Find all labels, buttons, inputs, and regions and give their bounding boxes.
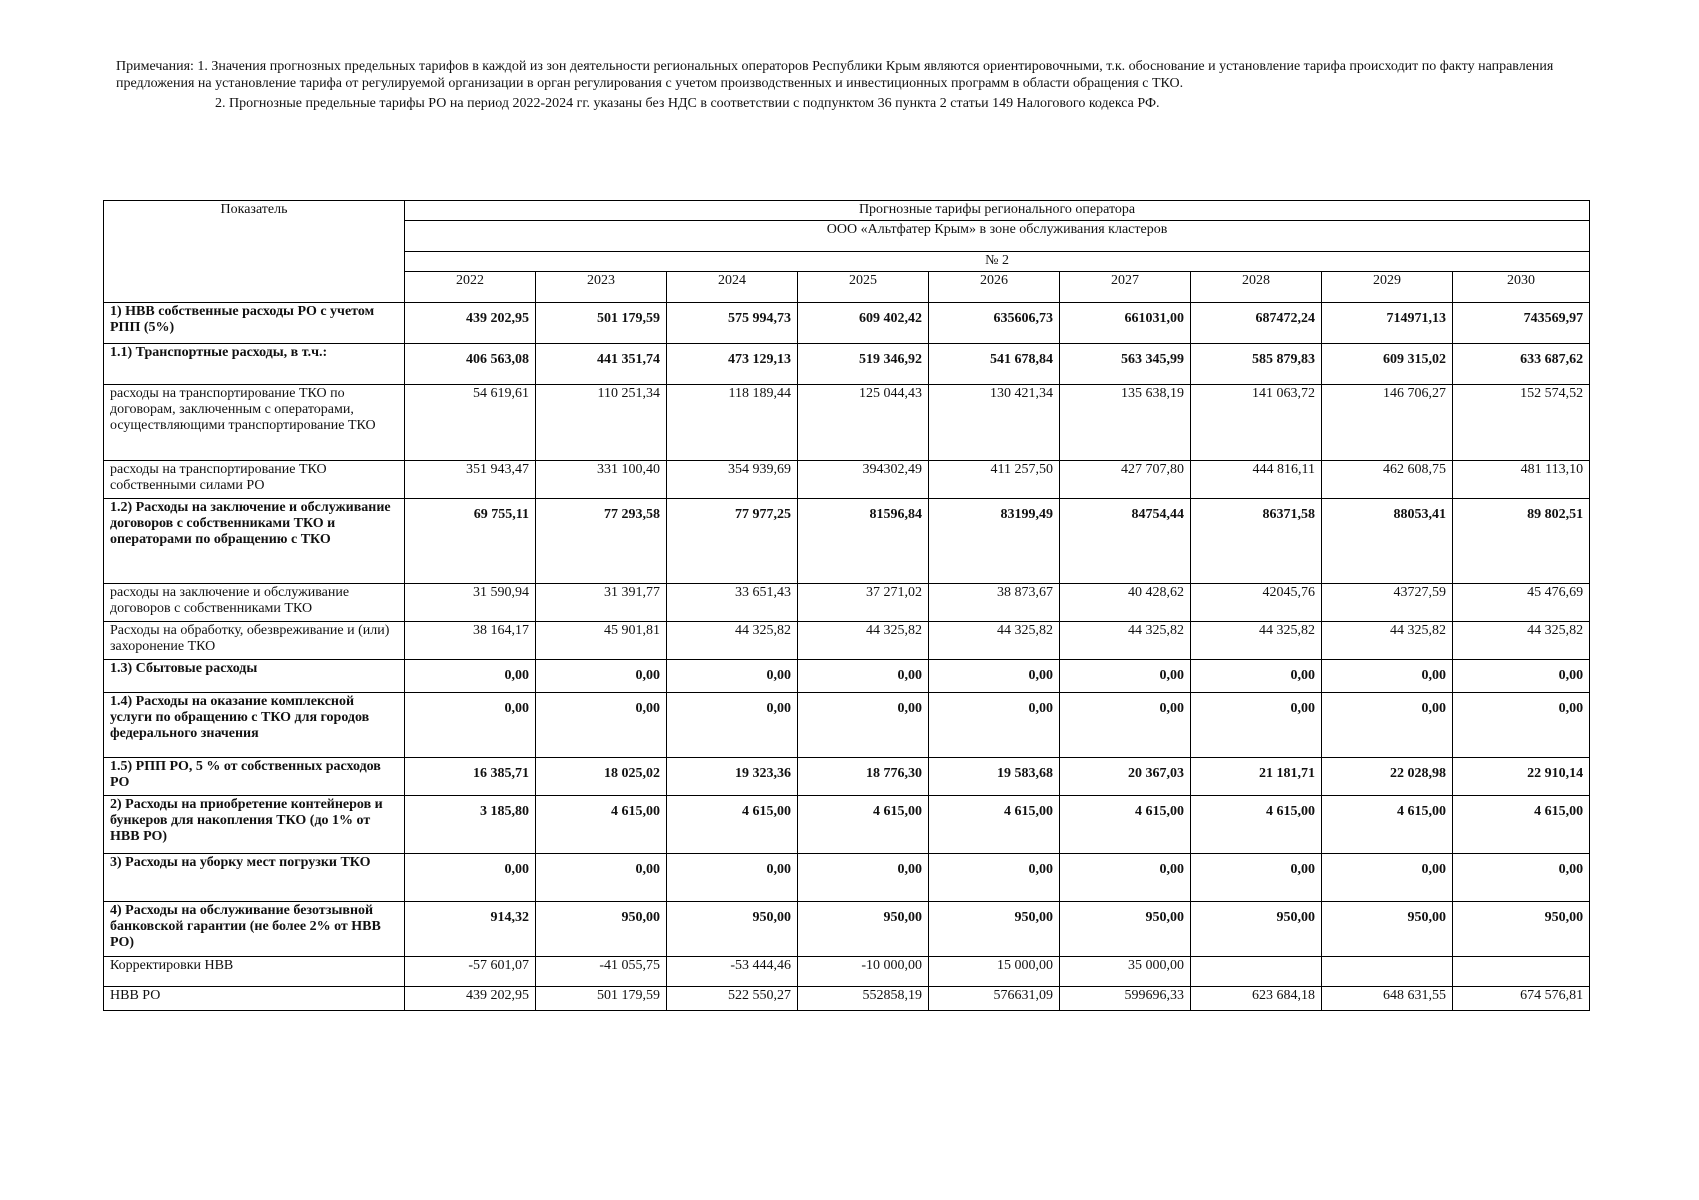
value-cell: 33 651,43 (667, 584, 798, 622)
value-cell: 331 100,40 (536, 461, 667, 499)
value-cell: 20 367,03 (1060, 758, 1191, 796)
value-cell: 3 185,80 (405, 796, 536, 854)
row-label: 1.1) Транспортные расходы, в т.ч.: (104, 344, 405, 385)
header-year: 2023 (536, 272, 667, 303)
value-cell: 648 631,55 (1322, 987, 1453, 1011)
value-cell: 38 873,67 (929, 584, 1060, 622)
value-cell: 44 325,82 (1322, 622, 1453, 660)
header-year: 2029 (1322, 272, 1453, 303)
value-cell: 19 583,68 (929, 758, 1060, 796)
value-cell: 4 615,00 (798, 796, 929, 854)
note-2: 2. Прогнозные предельные тарифы РО на период 2022-2024 гг. указаны без НДС в соответствии с подпунктом 36 пункта 2 статьи 149 Налогового кодекса РФ. (215, 96, 1160, 111)
header-group-title: Прогнозные тарифы регионального оператора (405, 201, 1590, 221)
value-cell: 0,00 (405, 660, 536, 693)
tariff-table (103, 200, 1590, 1011)
value-cell: 687472,24 (1191, 303, 1322, 344)
value-cell: 40 428,62 (1060, 584, 1191, 622)
value-cell: 950,00 (929, 902, 1060, 957)
value-cell: 661031,00 (1060, 303, 1191, 344)
notes (116, 58, 1586, 112)
value-cell: 21 181,71 (1191, 758, 1322, 796)
table-body (104, 201, 1590, 1011)
value-cell: 585 879,83 (1191, 344, 1322, 385)
value-cell: 950,00 (536, 902, 667, 957)
value-cell: 44 325,82 (1191, 622, 1322, 660)
value-cell: 0,00 (798, 693, 929, 758)
value-cell: 130 421,34 (929, 385, 1060, 461)
header-year: 2027 (1060, 272, 1191, 303)
value-cell: 77 977,25 (667, 499, 798, 584)
value-cell: 439 202,95 (405, 987, 536, 1011)
value-cell: 54 619,61 (405, 385, 536, 461)
value-cell: 501 179,59 (536, 303, 667, 344)
value-cell: 0,00 (929, 693, 1060, 758)
header-year: 2028 (1191, 272, 1322, 303)
value-cell: 152 574,52 (1453, 385, 1590, 461)
value-cell: 394302,49 (798, 461, 929, 499)
header-year: 2024 (667, 272, 798, 303)
row-label: 1) НВВ собственные расходы РО с учетом РПП (5%) (104, 303, 405, 344)
table-row (104, 344, 1590, 385)
value-cell: 950,00 (1453, 902, 1590, 957)
value-cell: 522 550,27 (667, 987, 798, 1011)
table-row (104, 622, 1590, 660)
value-cell: 0,00 (667, 693, 798, 758)
value-cell: 4 615,00 (1060, 796, 1191, 854)
note-1: Примечания: 1. Значения прогнозных предельных тарифов в каждой из зон деятельности региональных операторов Республики Крым являются ориентировочными, т.к. обоснование и установление тарифа происходит по факту направления предложения на установление тарифа от регулируемой организации в орган регулирования с учетом производственных и инвестиционных программ в области обращения с ТКО. (116, 59, 1554, 91)
value-cell: 914,32 (405, 902, 536, 957)
value-cell: 599696,33 (1060, 987, 1191, 1011)
value-cell: 354 939,69 (667, 461, 798, 499)
value-cell: 0,00 (1453, 660, 1590, 693)
table-row (104, 796, 1590, 854)
value-cell: 81596,84 (798, 499, 929, 584)
row-label: 2) Расходы на приобретение контейнеров и бункеров для накопления ТКО (до 1% от НВВ РО) (104, 796, 405, 854)
value-cell: 43727,59 (1322, 584, 1453, 622)
value-cell: 563 345,99 (1060, 344, 1191, 385)
value-cell: 4 615,00 (667, 796, 798, 854)
row-label: Расходы на обработку, обезвреживание и (или) захоронение ТКО (104, 622, 405, 660)
value-cell: 18 025,02 (536, 758, 667, 796)
value-cell: 44 325,82 (929, 622, 1060, 660)
value-cell: 0,00 (1322, 660, 1453, 693)
value-cell: 411 257,50 (929, 461, 1060, 499)
value-cell: 0,00 (536, 693, 667, 758)
value-cell: 125 044,43 (798, 385, 929, 461)
value-cell: 0,00 (929, 854, 1060, 902)
value-cell: 0,00 (405, 854, 536, 902)
header-operator: ООО «Альтфатер Крым» в зоне обслуживания кластеров (405, 221, 1590, 252)
table-row (104, 987, 1590, 1011)
value-cell: 481 113,10 (1453, 461, 1590, 499)
value-cell: 4 615,00 (929, 796, 1060, 854)
value-cell: 950,00 (1191, 902, 1322, 957)
header-row-1 (104, 201, 1590, 221)
value-cell: 714971,13 (1322, 303, 1453, 344)
header-cluster: № 2 (405, 252, 1590, 272)
table-row (104, 385, 1590, 461)
value-cell: 0,00 (1191, 660, 1322, 693)
value-cell: 633 687,62 (1453, 344, 1590, 385)
value-cell: 88053,41 (1322, 499, 1453, 584)
value-cell: 37 271,02 (798, 584, 929, 622)
value-cell: 0,00 (1453, 854, 1590, 902)
value-cell (1453, 957, 1590, 987)
table-row (104, 660, 1590, 693)
value-cell: 462 608,75 (1322, 461, 1453, 499)
value-cell: 743569,97 (1453, 303, 1590, 344)
value-cell (1322, 957, 1453, 987)
value-cell: 118 189,44 (667, 385, 798, 461)
value-cell: 69 755,11 (405, 499, 536, 584)
value-cell: 0,00 (405, 693, 536, 758)
value-cell: -57 601,07 (405, 957, 536, 987)
value-cell: -41 055,75 (536, 957, 667, 987)
value-cell: 44 325,82 (1060, 622, 1191, 660)
value-cell: 0,00 (1322, 854, 1453, 902)
value-cell: 45 476,69 (1453, 584, 1590, 622)
value-cell: 0,00 (667, 660, 798, 693)
value-cell: 4 615,00 (1322, 796, 1453, 854)
value-cell: 439 202,95 (405, 303, 536, 344)
value-cell: 4 615,00 (1453, 796, 1590, 854)
value-cell: 427 707,80 (1060, 461, 1191, 499)
table-row (104, 693, 1590, 758)
value-cell: 45 901,81 (536, 622, 667, 660)
value-cell: 22 910,14 (1453, 758, 1590, 796)
value-cell: 16 385,71 (405, 758, 536, 796)
value-cell: 950,00 (1060, 902, 1191, 957)
header-year: 2030 (1453, 272, 1590, 303)
value-cell: 406 563,08 (405, 344, 536, 385)
value-cell: 609 315,02 (1322, 344, 1453, 385)
value-cell: 42045,76 (1191, 584, 1322, 622)
row-label: 1.3) Сбытовые расходы (104, 660, 405, 693)
value-cell: 38 164,17 (405, 622, 536, 660)
value-cell: 83199,49 (929, 499, 1060, 584)
row-label: 1.5) РПП РО, 5 % от собственных расходов РО (104, 758, 405, 796)
value-cell: 44 325,82 (1453, 622, 1590, 660)
value-cell: 35 000,00 (1060, 957, 1191, 987)
value-cell: 950,00 (798, 902, 929, 957)
value-cell: 15 000,00 (929, 957, 1060, 987)
table-row (104, 854, 1590, 902)
value-cell: 84754,44 (1060, 499, 1191, 584)
value-cell: 141 063,72 (1191, 385, 1322, 461)
header-year: 2026 (929, 272, 1060, 303)
value-cell: 519 346,92 (798, 344, 929, 385)
value-cell: 31 590,94 (405, 584, 536, 622)
table-row (104, 303, 1590, 344)
header-indicator: Показатель (104, 201, 405, 303)
value-cell (1191, 957, 1322, 987)
value-cell: 635606,73 (929, 303, 1060, 344)
value-cell: 0,00 (929, 660, 1060, 693)
table-row (104, 461, 1590, 499)
value-cell: 0,00 (1191, 854, 1322, 902)
value-cell: 4 615,00 (1191, 796, 1322, 854)
value-cell: 22 028,98 (1322, 758, 1453, 796)
value-cell: 0,00 (667, 854, 798, 902)
value-cell: 0,00 (798, 854, 929, 902)
value-cell: 0,00 (1322, 693, 1453, 758)
header-year: 2025 (798, 272, 929, 303)
value-cell: 609 402,42 (798, 303, 929, 344)
value-cell: 674 576,81 (1453, 987, 1590, 1011)
value-cell: -53 444,46 (667, 957, 798, 987)
value-cell: 89 802,51 (1453, 499, 1590, 584)
value-cell: 4 615,00 (536, 796, 667, 854)
row-label: 1.4) Расходы на оказание комплексной услуги по обращению с ТКО для городов федерального значения (104, 693, 405, 758)
value-cell: 18 776,30 (798, 758, 929, 796)
value-cell: 44 325,82 (798, 622, 929, 660)
value-cell: 0,00 (798, 660, 929, 693)
value-cell: 0,00 (1060, 660, 1191, 693)
header-year: 2022 (405, 272, 536, 303)
value-cell: 541 678,84 (929, 344, 1060, 385)
value-cell: 31 391,77 (536, 584, 667, 622)
row-label: Корректировки НВВ (104, 957, 405, 987)
value-cell: 473 129,13 (667, 344, 798, 385)
value-cell: 0,00 (536, 660, 667, 693)
value-cell: 0,00 (1060, 693, 1191, 758)
table-row (104, 902, 1590, 957)
value-cell: 0,00 (1191, 693, 1322, 758)
value-cell: 19 323,36 (667, 758, 798, 796)
table-row (104, 499, 1590, 584)
value-cell: 441 351,74 (536, 344, 667, 385)
row-label: 4) Расходы на обслуживание безотзывной банковской гарантии (не более 2% от НВВ РО) (104, 902, 405, 957)
value-cell: 950,00 (667, 902, 798, 957)
value-cell: 351 943,47 (405, 461, 536, 499)
value-cell: 501 179,59 (536, 987, 667, 1011)
value-cell: 0,00 (536, 854, 667, 902)
row-label: 3) Расходы на уборку мест погрузки ТКО (104, 854, 405, 902)
row-label: 1.2) Расходы на заключение и обслуживание договоров с собственниками ТКО и операторами по обращению с ТКО (104, 499, 405, 584)
value-cell: 623 684,18 (1191, 987, 1322, 1011)
value-cell: 135 638,19 (1060, 385, 1191, 461)
value-cell: 44 325,82 (667, 622, 798, 660)
table-row (104, 584, 1590, 622)
value-cell: 552858,19 (798, 987, 929, 1011)
value-cell: 950,00 (1322, 902, 1453, 957)
value-cell: 0,00 (1060, 854, 1191, 902)
row-label: расходы на заключение и обслуживание договоров с собственниками ТКО (104, 584, 405, 622)
value-cell: 444 816,11 (1191, 461, 1322, 499)
row-label: расходы на транспортирование ТКО собственными силами РО (104, 461, 405, 499)
value-cell: 0,00 (1453, 693, 1590, 758)
row-label: НВВ РО (104, 987, 405, 1011)
value-cell: 575 994,73 (667, 303, 798, 344)
value-cell: -10 000,00 (798, 957, 929, 987)
table-row (104, 957, 1590, 987)
value-cell: 86371,58 (1191, 499, 1322, 584)
row-label: расходы на транспортирование ТКО по договорам, заключенным с операторами, осуществляющими транспортирование ТКО (104, 385, 405, 461)
value-cell: 77 293,58 (536, 499, 667, 584)
value-cell: 576631,09 (929, 987, 1060, 1011)
value-cell: 146 706,27 (1322, 385, 1453, 461)
value-cell: 110 251,34 (536, 385, 667, 461)
table-row (104, 758, 1590, 796)
